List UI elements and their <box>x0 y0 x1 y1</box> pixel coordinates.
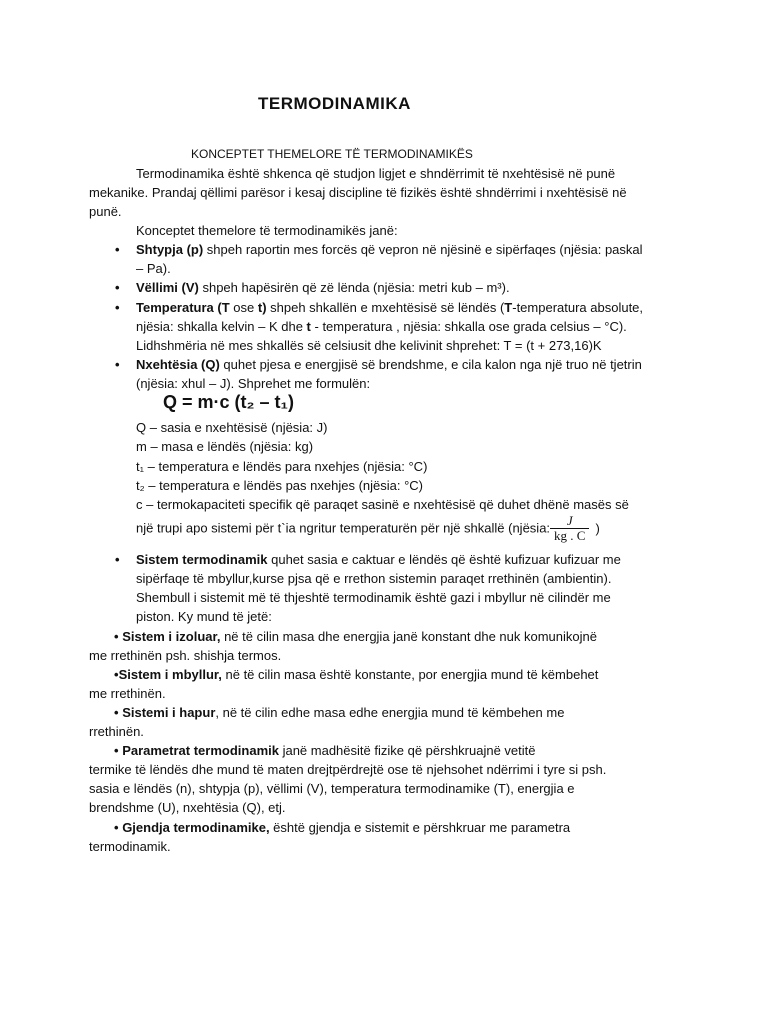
heat-formula: Q = m·c (t₂ – t₁) <box>163 392 294 412</box>
intro-line-3: punë. <box>89 204 122 219</box>
doc-title: TERMODINAMIKA <box>258 94 411 113</box>
sub-item-mbyllur <box>114 665 598 684</box>
item-text: në të cilin masa është konstante, por energjia mund të këmbehet <box>221 667 599 682</box>
term-vellimi: Vëllimi (V) <box>136 280 199 295</box>
sub-item-parametrat-line-4: brendshme (U), nxehtësia (Q), etj. <box>89 800 286 815</box>
sub-item-gjendja <box>114 818 570 837</box>
sub-item-izoluar <box>114 627 597 646</box>
bullet-vellimi <box>136 278 510 297</box>
sub-item-hapur <box>114 703 564 722</box>
sub-item-parametrat-line-3: sasia e lëndës (n), shtypja (p), vëllimi (V), temperatura termodinamike (T), energjia e <box>89 781 575 796</box>
fraction-denominator: kg . C <box>550 528 589 543</box>
intro-line-1: Termodinamika është shkenca që studjon ligjet e shndërrimit të nxehtësisë në punë <box>136 166 616 181</box>
bullet-sistem-line-2: sipërfaqe të mbyllur,kurse pjsa që e rrethon sistemin paraqet rrethinën (ambientin). <box>136 571 612 586</box>
bullet-icon: • <box>114 743 119 758</box>
bullet-text: njësia: shkalla kelvin – K dhe <box>136 319 307 334</box>
term-sistem: Sistem termodinamik <box>136 552 268 567</box>
bullet-icon: • <box>114 820 119 835</box>
term-temperatura: Temperatura (T <box>136 300 230 315</box>
sub-item-parametrat-line-2: termike të lëndës dhe mund të maten drejtpërdrejtë ose të njehsohet ndërrimi i tyre si psh. <box>89 762 607 777</box>
term-nxehtesia: Nxehtësia (Q) <box>136 357 220 372</box>
bullet-icon: • <box>114 667 119 682</box>
bullet-text: - temperatura , njësia: shkalla ose grada celsius – °C). <box>310 319 627 334</box>
intro-line-4: Konceptet themelore të termodinamikës janë: <box>136 223 398 238</box>
bullet-sistem-line-4: piston. Ky mund të jetë: <box>136 609 272 624</box>
bullet-shtypja <box>136 240 643 259</box>
bullet-icon: • <box>114 705 119 720</box>
bullet-icon: • <box>115 552 120 567</box>
term-hapur: Sistemi i hapur <box>122 705 216 720</box>
bullet-icon: • <box>114 629 119 644</box>
formula-legend-m: m – masa e lëndës (njësia: kg) <box>136 439 314 454</box>
bullet-text: shpeh hapësirën që zë lënda (njësia: metri kub – m³). <box>198 280 510 295</box>
item-text: është gjendja e sistemit e përshkruar me parametra <box>269 820 571 835</box>
bullet-text: shpeh raportin mes forcës që vepron në njësinë e sipërfaqes (njësia: paskal <box>203 242 643 257</box>
term-gjendja: Gjendja termodinamike, <box>122 820 270 835</box>
term-izoluar: Sistem i izoluar, <box>122 629 221 644</box>
formula-legend-t2: t₂ – temperatura e lëndës pas nxehjes (njësia: °C) <box>136 478 424 493</box>
bullet-icon: • <box>115 242 120 257</box>
bullet-nxehtesia-line-2: (njësia: xhul – J). Shprehet me formulën: <box>136 376 371 391</box>
sub-item-izoluar-line-2: me rrethinën psh. shishja termos. <box>89 648 282 663</box>
bullet-shtypja-line-2: – Pa). <box>136 261 171 276</box>
term-T: T <box>504 300 513 315</box>
sub-item-hapur-line-2: rrethinën. <box>89 724 144 739</box>
formula-legend-c-line-2 <box>136 514 600 543</box>
legend-text-end: ) <box>595 520 600 536</box>
intro-line-2: mekanike. Prandaj qëllimi parësor i kesaj discipline të fizikës është shndërrimi i nxehtësisë në <box>89 185 627 200</box>
bullet-text: shpeh shkallën e mxehtësisë së lëndës ( <box>266 300 505 315</box>
legend-text: një trupi apo sistemi për t`ia ngritur temperaturën për një shkallë (njësia: <box>136 520 551 536</box>
bullet-sistem-line-3: Shembull i sistemit më të thjeshtë termodinamik është gazi i mbyllur në cilindër me <box>136 590 611 605</box>
unit-fraction <box>550 514 589 543</box>
item-text: në të cilin masa dhe energjia janë konstant dhe nuk komunikojnë <box>220 629 597 644</box>
bullet-sistem <box>136 550 621 569</box>
term-t: t) <box>257 300 267 315</box>
doc-subtitle: KONCEPTET THEMELORE TË TERMODINAMIKËS <box>191 147 473 161</box>
term-t-small: t <box>306 319 311 334</box>
item-text: janë madhësitë fizike që përshkruajnë vetitë <box>278 743 536 758</box>
item-text: , në të cilin edhe masa edhe energjia mund të këmbehen me <box>215 705 565 720</box>
fraction-numerator: J <box>566 513 573 528</box>
bullet-icon: • <box>115 280 120 295</box>
bullet-text: ose <box>229 300 258 315</box>
formula-legend-t1: t₁ – temperatura e lëndës para nxehjes (njësia: °C) <box>136 459 428 474</box>
bullet-text: quhet sasia e caktuar e lëndës që është kufizuar kufizuar me <box>267 552 621 567</box>
bullet-text: -temperatura absolute, <box>512 300 644 315</box>
bullet-text: quhet pjesa e energjisë së brendshme, e cila kalon nga një truo në tjetrin <box>219 357 642 372</box>
term-parametrat: Parametrat termodinamik <box>122 743 279 758</box>
term-shtypja: Shtypja (p) <box>136 242 204 257</box>
bullet-temperatura-line-3: Lidhshmëria në mes shkallës së celsiusit dhe kelivinit shprehet: T = (t + 273,16)K <box>136 338 602 353</box>
formula-legend-c: c – termokapaciteti specifik që paraqet sasinë e nxehtësisë që duhet dhënë masës së <box>136 497 629 512</box>
bullet-temperatura-line-2 <box>136 317 627 336</box>
formula-legend-q: Q – sasia e nxehtësisë (njësia: J) <box>136 420 328 435</box>
term-mbyllur: Sistem i mbyllur, <box>118 667 222 682</box>
bullet-temperatura <box>136 298 643 317</box>
bullet-icon: • <box>115 300 120 315</box>
sub-item-mbyllur-line-2: me rrethinën. <box>89 686 166 701</box>
sub-item-gjendja-line-2: termodinamik. <box>89 839 171 854</box>
bullet-icon: • <box>115 357 120 372</box>
sub-item-parametrat <box>114 741 536 760</box>
bullet-nxehtesia <box>136 355 642 374</box>
